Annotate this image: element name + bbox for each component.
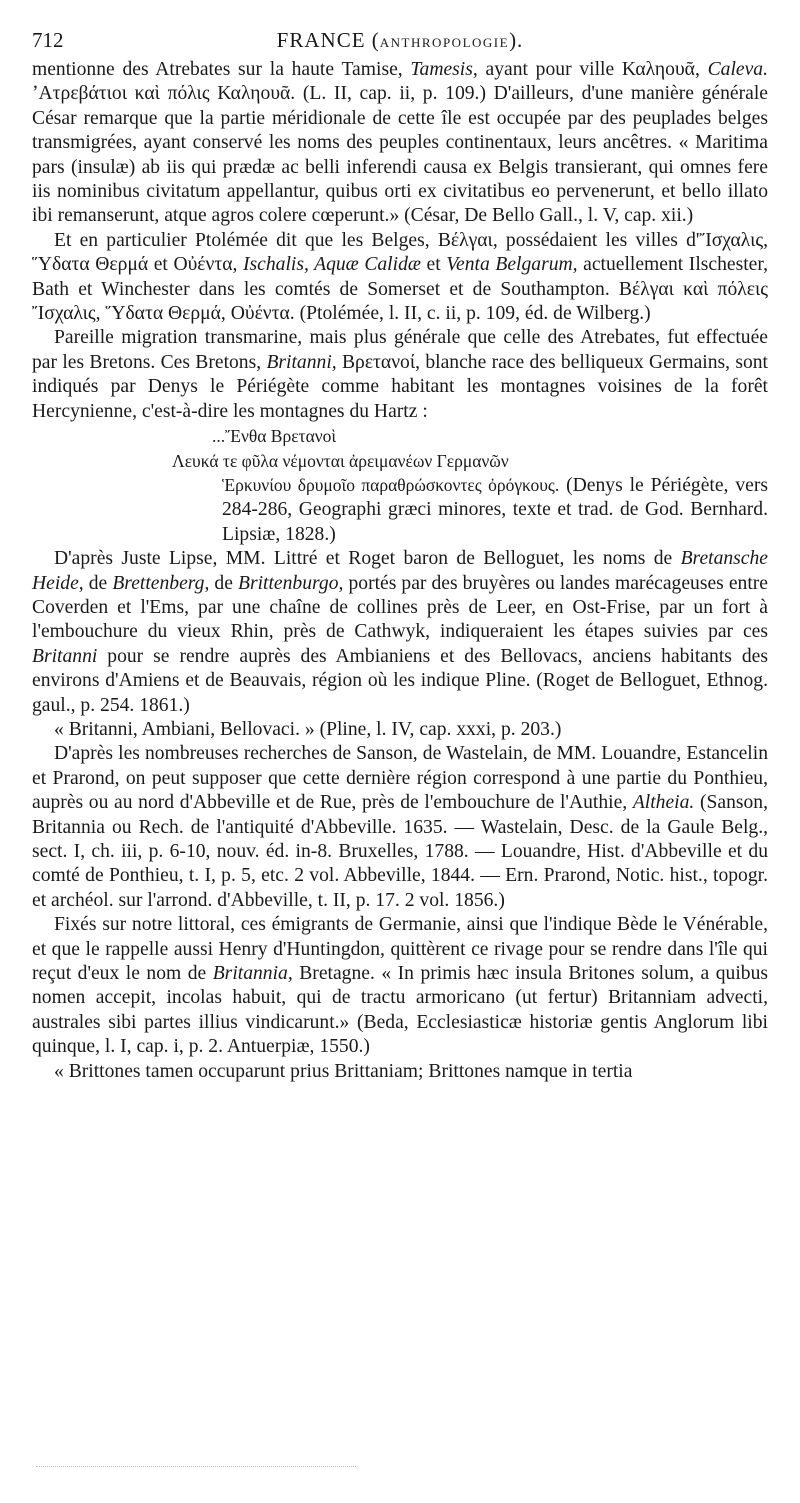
page-number: 712	[32, 28, 64, 52]
paragraph-bretons	[32, 326, 768, 424]
text-run: , de	[78, 572, 113, 594]
paragraph-last-line: « Brittones tamen occuparunt prius Brittaniam; Brittones namque in tertia	[54, 1060, 633, 1082]
italic-run: Altheia.	[632, 792, 695, 814]
italic-run: Britanni,	[266, 351, 337, 373]
document-page	[32, 28, 768, 1084]
text-run: ʼΑτρεβάτιοι καὶ πόλις Καληουᾶ. (L. II, cap. ii, p. 109.) D'ailleurs, d'une manière générale César remarque que la partie méridionale de cette île est occupée par des peuplades belges transmigrées, ayant conservé les noms des peuples continentaux, leurs ancêtres. « Maritima pars (insulæ) ab iis qui prædæ ac belli inferendi causa ex Belgis transierant, qui omnes fere iis nominibus civitatum appellantur, quibus orti ex civitatibus eo pervenerunt, et bello illato ibi remanserunt, atque agros colere cœperunt.» (César, De Bello Gall., l. V, cap. xii.)	[32, 83, 768, 227]
italic-run: Ischalis, Aquæ Calidæ	[243, 254, 421, 276]
text-run: (Denys le Périégète, vers 284-286, Geographi græci minores, texte et trad. de God. Bernhard. Lipsiæ, 1828.)	[222, 474, 768, 545]
text-run: actuellement Ilschester, Bath et Winchester dans les comtés de Somerset et de Southampton. Βέλγαι καὶ πόλεις Ἴσχαλις, Ὕδατα Θερμά, Οὐέντα. (Ptolémée, l. II, c. ii, p. 109, éd. de Wilberg.)	[32, 254, 768, 325]
text-run: et	[420, 254, 447, 276]
verse-line-1: ...Ἔνθα Βρετανοὶ	[212, 426, 337, 447]
paragraph-atrebates	[32, 58, 768, 229]
text-run: mentionne des Atrebates sur la haute Tamise,	[32, 59, 411, 80]
title-end: ).	[509, 28, 524, 52]
text-run: , ayant pour ville Καληουᾶ,	[472, 59, 708, 80]
italic-run: Britanni	[32, 645, 98, 667]
text-run: D'après les nombreuses recherches de Sanson, de Wastelain, de MM. Louandre, Estancelin et Prarond, on peut supposer que cette dernière région correspond à une partie du Ponthieu, auprès ou au nord d'Abbeville et de Rue, près de l'embouchure de l'Authie,	[32, 743, 768, 814]
italic-run: Caleva.	[707, 59, 768, 80]
italic-run: Tamesis	[410, 59, 473, 80]
paragraph-juste-lipse	[32, 547, 768, 718]
running-title	[32, 28, 768, 53]
running-header	[32, 28, 768, 58]
body-text	[32, 58, 768, 1084]
verse-line-2: Λευκά τε φῦλα νέμονται ἀρειμανέων Γερμανῶν	[172, 450, 509, 471]
italic-run: Bretansche Heide	[32, 548, 768, 594]
paragraph-sanson	[32, 742, 768, 913]
text-run: , portés par des bruyères ou landes marécageuses entre Coverden et l'Ems, par une chaîne de collines près de Leer, en Ost-Frise, par un fort à l'embouchure du vieux Rhin, près de Cathwyk, indiqueraient les étapes suivies par ces	[32, 572, 768, 643]
italic-run: Brittenburgo	[238, 572, 339, 594]
text-run: (Sanson, Britannia ou Rech. de l'antiquité d'Abbeville. 1635. — Wastelain, Desc. de la Gaule Belg., sect. I, ch. iii, p. 6-10, nouv. éd. in-8. Bruxelles, 1788. — Louandre, Hist. d'Abbeville et du comté de Ponthieu, t. I, p. 5, etc. 2 vol. Abbeville, 1844. — Ern. Prarond, Notic. hist., topogr. et archéol. sur l'arrond. d'Abbeville, t. II, p. 17. 2 vol. 1856.)	[32, 792, 769, 911]
text-run: D'après Juste Lipse, MM. Littré et Roget baron de Belloguet, les noms de	[54, 548, 681, 570]
text-run: Βρετανοί, blanche race des belliqueux Germains, sont indiqués par Denys le Périégète comme habitant les montagnes voisines de la forêt Hercynienne, c'est-à-dire les montagnes du Hartz :	[32, 351, 769, 422]
text-run: pour se rendre auprès des Ambianiens et des Bellovacs, anciens habitants des environs d'Amiens et de Beauvais, région où les indique Pline. (Roget de Belloguet, Ethnog. gaul., p. 254. 1861.)	[32, 645, 768, 716]
quote-pliny: « Britanni, Ambiani, Bellovaci. » (Pline, l. IV, cap. xxxi, p. 203.)	[54, 718, 562, 740]
italic-run: Venta Belgarum,	[446, 254, 578, 276]
greek-run: Ἑρκυνίου δρυμοῖο παραθρώσκοντες ὀρόγκους.	[222, 474, 560, 495]
title-subject: ANTHROPOLOGIE	[379, 35, 510, 50]
verse-line-3	[32, 473, 768, 547]
text-run: , de	[204, 572, 238, 594]
paragraph-beda	[32, 913, 768, 1059]
footer-dotted-rule	[36, 1466, 356, 1468]
text-run: Bretagne. « In primis hæc insula Britones solum, a quibus nomen accepit, incolas habuit, qui de tractu armoricano (ut fertur) Britanniam advecti, australes sibi partes illius vindicarunt.» (Beda, Ecclesiasticæ historiæ gentis Anglorum libi quinque, l. I, cap. i, p. 2. Antuerpiæ, 1550.)	[32, 963, 768, 1058]
italic-run: Britannia,	[212, 963, 293, 985]
text-run: Fixés sur notre littoral, ces émigrants de Germanie, ainsi que l'indique Bède le Vénérable, et que le rappelle aussi Henry d'Huntingdon, quittèrent ce rivage pour se rendre dans l'île qui reçut d'eux le nom de	[32, 914, 768, 985]
text-run: Et en particulier Ptolémée dit que les Belges, Βέλγαι, possédaient les villes d'Ἴσχαλις, Ὕδατα Θερμά et Οὐέντα,	[32, 229, 768, 276]
paragraph-ptolemee	[32, 229, 768, 327]
italic-run: Brettenberg	[112, 572, 205, 594]
title-main: FRANCE (	[276, 28, 380, 52]
text-run: Pareille migration transmarine, mais plus générale que celle des Atrebates, fut effectuée par les Bretons. Ces Bretons,	[32, 327, 768, 373]
